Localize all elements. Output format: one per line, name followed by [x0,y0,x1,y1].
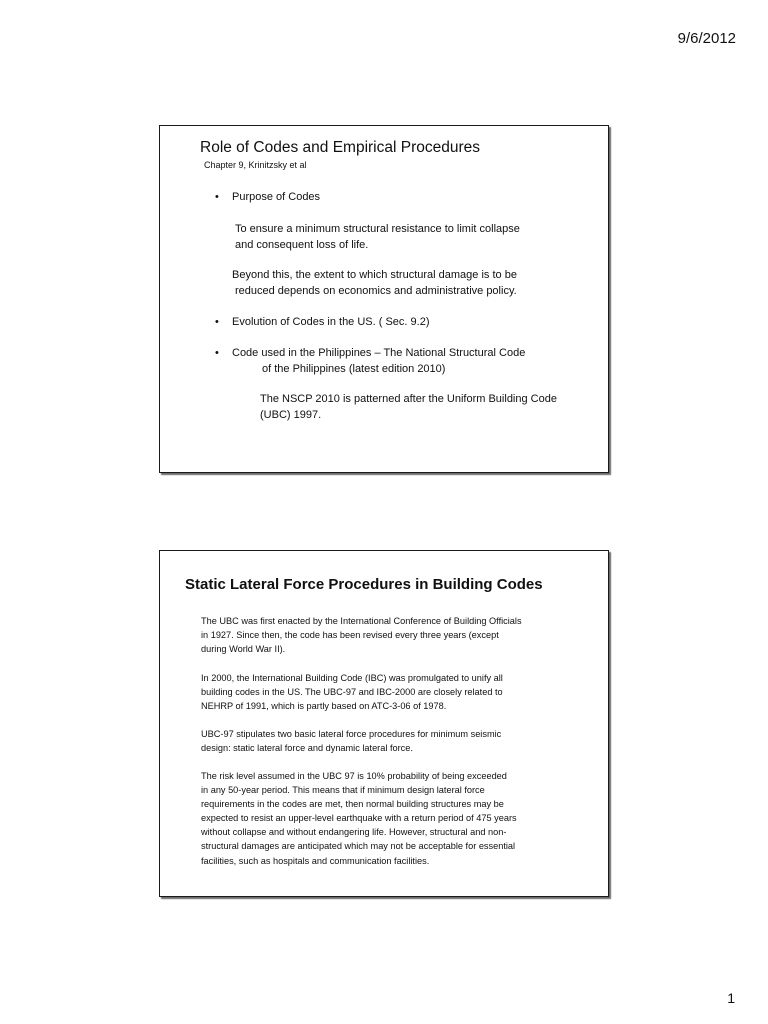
page-number: 1 [727,990,735,1006]
slide-title: Role of Codes and Empirical Procedures [200,139,480,156]
bullet-text: Code used in the Philippines – The National Structural Code [232,347,526,359]
slide-title: Static Lateral Force Procedures in Building Codes [185,576,543,593]
text-line: (UBC) 1997. [260,409,322,421]
text-line: NEHRP of 1991, which is partly based on ATC-3-06 of 1978. [201,701,447,712]
slide-subtitle: Chapter 9, Krinitzsky et al [204,160,307,170]
text-line: UBC-97 stipulates two basic lateral force procedures for minimum seismic [201,729,502,739]
bullet-purpose-of-codes [215,189,321,205]
paragraph-ubc-history [201,614,522,656]
text-line: building codes in the US. The UBC-97 and IBC-2000 are closely related to [201,687,503,698]
text-line: To ensure a minimum structural resistance to limit collapse [235,223,520,235]
text-line: The risk level assumed in the UBC 97 is 10% probability of being exceeded [201,771,507,781]
nscp-paragraph [260,391,557,423]
paragraph-ibc [201,671,503,713]
bullet-icon: • [215,191,219,203]
text-line: without collapse and without endangering life. However, structural and non- [201,827,507,838]
text-line: facilities, such as hospitals and communication facilities. [201,855,430,866]
text-line: design: static lateral force and dynamic lateral force. [201,743,413,754]
bullet-philippines-code [215,345,526,377]
bullet-icon: • [215,347,219,359]
slide-static-lateral-force [159,550,609,897]
bullet-icon: • [215,316,219,328]
slide-role-of-codes [159,125,609,473]
text-line: The UBC was first enacted by the International Conference of Building Officials [201,616,522,626]
beyond-paragraph [232,267,517,299]
text-line: In 2000, the International Building Code (IBC) was promulgated to unify all [201,673,503,683]
text-line: Beyond this, the extent to which structural damage is to be [232,269,517,281]
text-line: structural damages are anticipated which may not be acceptable for essential [201,841,516,852]
bullet-evolution-of-codes [215,314,430,330]
page-date: 9/6/2012 [677,30,736,47]
text-line: requirements in the codes are met, then normal building structures may be [201,799,504,810]
text-line: and consequent loss of life. [235,239,369,251]
bullet-text: Purpose of Codes [232,191,321,203]
text-line: expected to resist an upper-level earthquake with a return period of 475 years [201,813,517,824]
text-line: in any 50-year period. This means that if minimum design lateral force [201,785,485,796]
paragraph-risk-level [201,769,517,868]
text-line: in 1927. Since then, the code has been revised every three years (except [201,630,499,641]
bullet-text: of the Philippines (latest edition 2010) [262,363,446,375]
paragraph-ubc97-procedures [201,727,501,755]
text-line: The NSCP 2010 is patterned after the Uniform Building Code [260,393,557,405]
purpose-paragraph [235,221,520,253]
bullet-text: Evolution of Codes in the US. ( Sec. 9.2) [232,316,430,328]
text-line: reduced depends on economics and administrative policy. [235,285,517,297]
text-line: during World War II). [201,644,286,655]
